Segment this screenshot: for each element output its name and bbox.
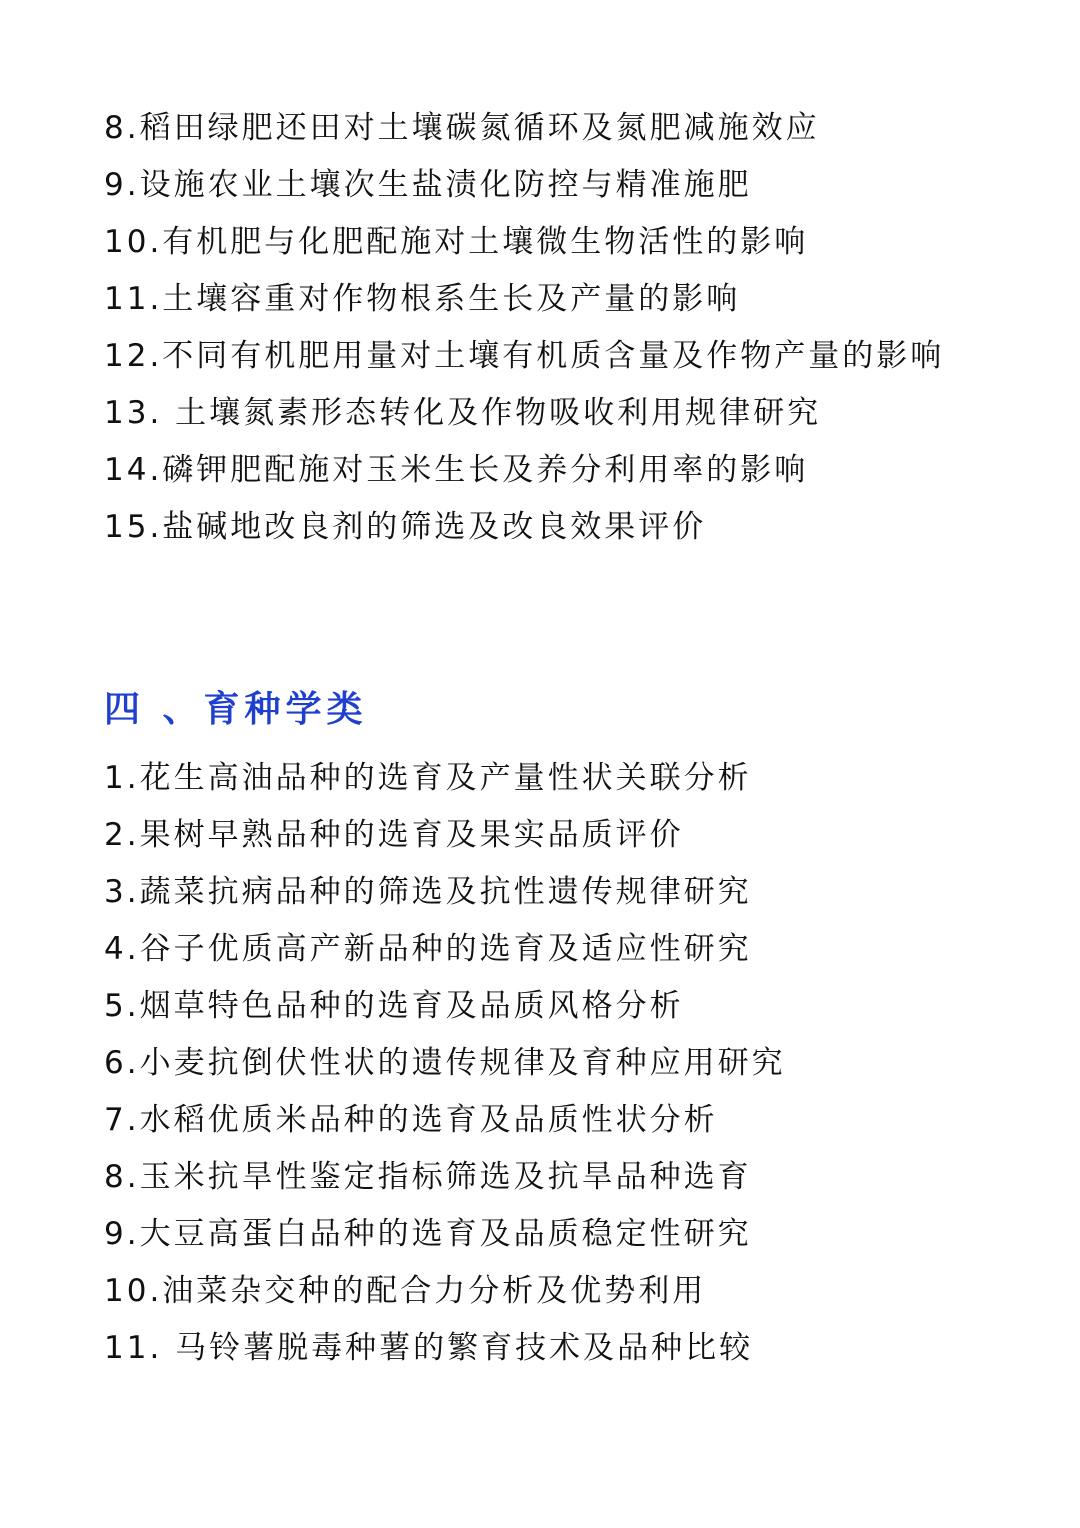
list-item: 7.水稻优质米品种的选育及品质性状分析 xyxy=(104,1102,718,1138)
list-item: 8.稻田绿肥还田对土壤碳氮循环及氮肥减施效应 xyxy=(104,110,820,146)
list-item: 12.不同有机肥用量对土壤有机质含量及作物产量的影响 xyxy=(104,338,945,374)
list-item: 15.盐碱地改良剂的筛选及改良效果评价 xyxy=(104,509,707,545)
list-item: 1.花生高油品种的选育及产量性状关联分析 xyxy=(104,760,752,796)
list-item: 8.玉米抗旱性鉴定指标筛选及抗旱品种选育 xyxy=(104,1159,752,1195)
list-item: 13. 土壤氮素形态转化及作物吸收利用规律研究 xyxy=(104,395,822,431)
list-item: 10.有机肥与化肥配施对土壤微生物活性的影响 xyxy=(104,224,809,260)
list-item: 4.谷子优质高产新品种的选育及适应性研究 xyxy=(104,931,752,967)
list-item: 6.小麦抗倒伏性状的遗传规律及育种应用研究 xyxy=(104,1045,786,1081)
soil-topic-list xyxy=(104,100,1004,556)
list-item: 10.油菜杂交种的配合力分析及优势利用 xyxy=(104,1273,707,1309)
list-item: 2.果树早熟品种的选育及果实品质评价 xyxy=(104,817,684,853)
list-item: 3.蔬菜抗病品种的筛选及抗性遗传规律研究 xyxy=(104,874,752,910)
list-item: 9.设施农业土壤次生盐渍化防控与精准施肥 xyxy=(104,167,752,203)
list-item: 11. 马铃薯脱毒种薯的繁育技术及品种比较 xyxy=(104,1330,754,1366)
section-heading-breeding: 四 、育种学类 xyxy=(104,689,368,730)
breeding-topic-list xyxy=(104,750,1004,1377)
list-item: 5.烟草特色品种的选育及品质风格分析 xyxy=(104,988,684,1024)
list-item: 9.大豆高蛋白品种的选育及品质稳定性研究 xyxy=(104,1216,752,1252)
list-item: 11.土壤容重对作物根系生长及产量的影响 xyxy=(104,281,741,317)
list-item: 14.磷钾肥配施对玉米生长及养分利用率的影响 xyxy=(104,452,809,488)
